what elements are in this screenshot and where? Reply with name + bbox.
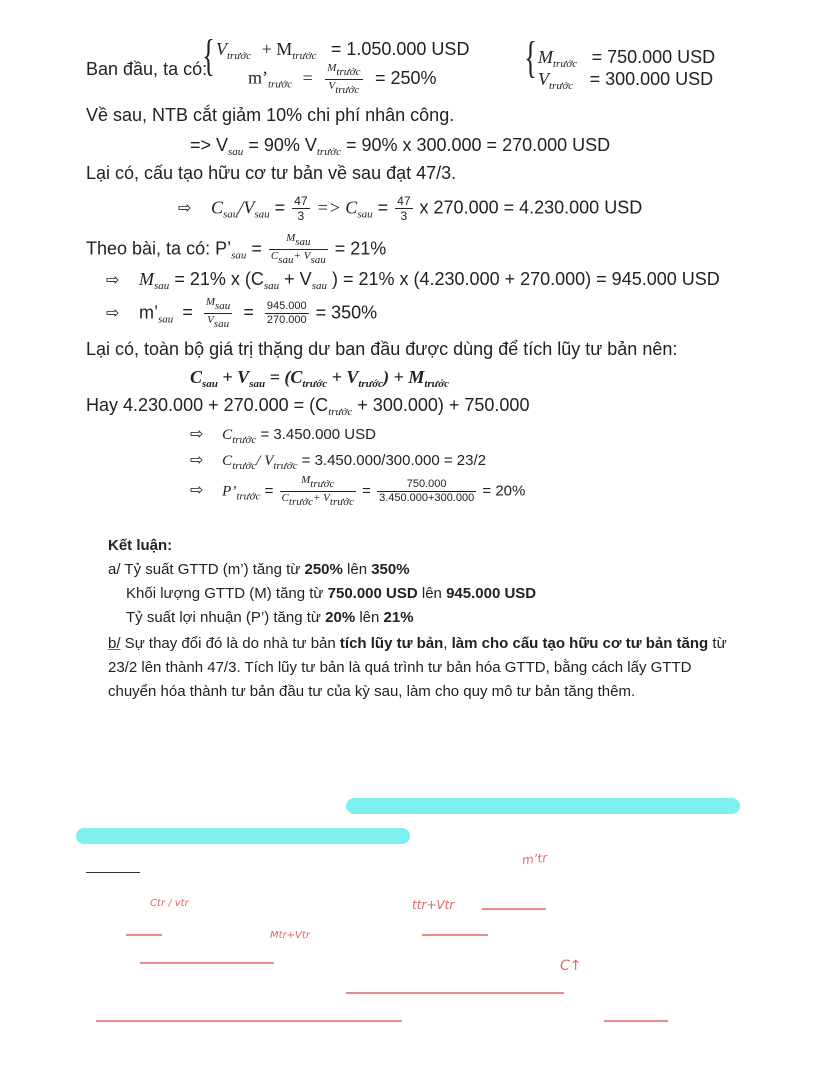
system2-row1: $M_{trước} = 750.000$ USD <box>538 47 716 70</box>
system1-row2: $m’_{trước}$ = $\frac{M_{trước}}{V_{trước}}$ = 250% <box>248 62 437 96</box>
left-brace-1: { <box>202 31 215 80</box>
pen-stroke <box>126 934 162 936</box>
eq-msau: ⇨ $M_{sau} = 21\%$ x ($C_{sau} + V_{sau}$ ) = 21% x (4.230.000 + 270.000) = 945.000 USD <box>106 269 720 292</box>
eq-ptr: ⇨ $P’_{trước}$ = $\frac{M_{trước}}{C_{trước}+ V_{trước}}$ = $\frac{750.000}{3.450.000+300.000}$ = 20% <box>190 474 526 508</box>
conclusion-b2: 23/2 lên thành 47/3. Tích lũy tư bản là quá trình tư bản hóa GTTD, bằng cách lấy GTTD <box>108 659 692 676</box>
eq-csau: ⇨ $C_{sau}/V_{sau}$ = $\frac{47}{3}$ => $C_{sau}$ = $\frac{47}{3}$ x 270.000 = 4.230.000 USD <box>178 194 643 223</box>
handwritten-note: C↑ <box>560 958 582 974</box>
eq-msau2: ⇨ $m’_{sau}$ = $\frac{M_{sau}}{V_{sau}}$ = $\frac{945.000}{270.000}$ = 350% <box>106 296 378 330</box>
highlight-stroke <box>76 828 410 844</box>
conclusion-b1: b/ Sự thay đổi đó là do nhà tư bản tích lũy tư bản, làm cho cấu tạo hữu cơ tư bản tăng từ <box>108 635 727 652</box>
pen-stroke <box>422 934 488 936</box>
arrow-icon: ⇨ <box>190 426 204 443</box>
arrow-icon: ⇨ <box>190 452 204 469</box>
text-cut: Về sau, NTB cắt giảm 10% chi phí nhân công. <box>86 105 455 125</box>
highlight-stroke <box>346 798 740 814</box>
eq-vsau: => $V_{sau} = 90\%$ $V_{trước} = 90\%$ x 300.000 = 270.000 USD <box>190 135 611 158</box>
handwritten-note: ttr+Vtr <box>412 898 455 912</box>
eq-bold: $C_{sau} + V_{sau} = (C_{trước} + V_{trước}) + M_{trước}$ <box>190 367 450 390</box>
conclusion-a3: Tỷ suất lợi nhuận (P’) tăng từ 20% lên 21% <box>126 609 414 626</box>
handwritten-note: Mtr+Vtr <box>270 930 310 941</box>
pen-stroke <box>140 962 274 964</box>
arrow-icon: ⇨ <box>106 305 120 323</box>
pen-stroke <box>604 1020 668 1022</box>
text-hay: Hay $4.230.000 + 270.000 = (C_{trước} + 300.000) + 750.000$ <box>86 395 530 418</box>
conclusion-b3: chuyển hóa thành tư bản đầu tư của kỳ sau, làm cho quy mô tư bản tăng thêm. <box>108 683 636 700</box>
pen-stroke <box>482 908 546 910</box>
system1-row1: $V_{trước} + M_{trước} = 1.050.000$ USD <box>216 39 470 62</box>
arrow-icon: ⇨ <box>178 200 192 218</box>
conclusion-a1: a/ Tỷ suất GTTD (m’) tăng từ 250% lên 350% <box>108 561 410 578</box>
underline-mark <box>86 872 140 873</box>
arrow-icon: ⇨ <box>106 272 120 289</box>
eq-ratio: ⇨ $C_{trước}/$ $V_{trước} = 3.450.000/300.000 = 23/2$ <box>190 452 486 472</box>
conclusion-title: Kết luận: <box>108 537 173 554</box>
eq-ctr: ⇨ $C_{trước} = 3.450.000$ USD <box>190 426 376 446</box>
left-brace-2: { <box>524 33 537 82</box>
pen-stroke <box>96 1020 402 1022</box>
text-lai: Lại có, cấu tạo hữu cơ tư bản về sau đạt 47/3. <box>86 163 457 183</box>
intro-text: Ban đầu, ta có: <box>86 59 208 79</box>
conclusion-a2: Khối lượng GTTD (M) tăng từ 750.000 USD lên 945.000 USD <box>126 585 537 602</box>
arrow-icon: ⇨ <box>190 482 204 500</box>
system2-row2: $V_{trước} = 300.000$ USD <box>538 69 714 92</box>
handwritten-note: Ctr / vtr <box>150 898 189 909</box>
text-toan: Lại có, toàn bộ giá trị thặng dư ban đầu được dùng để tích lũy tư bản nên: <box>86 339 678 359</box>
handwritten-note: m’tr <box>521 850 548 868</box>
pen-stroke <box>346 992 564 994</box>
eq-theo: Theo bài, ta có: $P’_{sau}$ = $\frac{M_{sau}}{C_{sau}+ V_{sau}}$ = 21% <box>86 232 387 266</box>
